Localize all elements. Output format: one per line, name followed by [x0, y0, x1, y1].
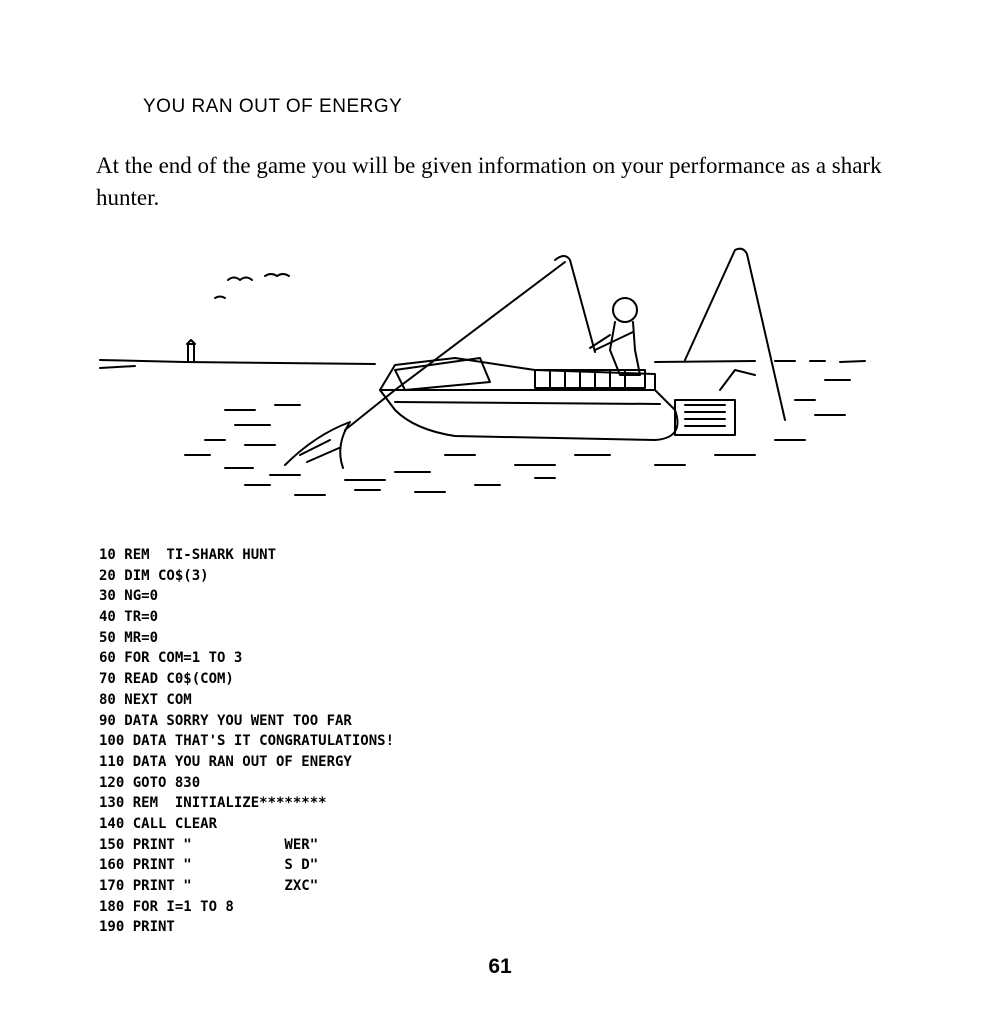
code-line: 120 GOTO 830	[99, 774, 201, 791]
code-line: 110 DATA YOU RAN OUT OF ENERGY	[99, 753, 352, 770]
code-line: 190 PRINT	[99, 919, 175, 936]
code-line: 130 REM INITIALIZE********	[99, 795, 327, 812]
code-line: 150 PRINT " WER"	[99, 836, 319, 853]
code-line: 20 DIM CO$(3)	[99, 567, 209, 584]
basic-code-listing	[99, 545, 394, 938]
code-line: 140 CALL CLEAR	[99, 815, 218, 832]
code-line: 180 FOR I=1 TO 8	[99, 898, 234, 915]
code-line: 40 TR=0	[99, 609, 159, 626]
code-line: 100 DATA THAT'S IT CONGRATULATIONS!	[99, 733, 395, 750]
body-paragraph: At the end of the game you will be given information on your performance as a shark hunter.	[96, 153, 882, 210]
code-line: 60 FOR COM=1 TO 3	[99, 650, 243, 667]
code-line: 30 NG=0	[99, 588, 159, 605]
page-number: 61	[488, 955, 512, 978]
section-heading: YOU RAN OUT OF ENERGY	[143, 96, 403, 117]
shark-hunting-illustration	[95, 240, 885, 520]
code-line: 90 DATA SORRY YOU WENT TOO FAR	[99, 712, 352, 729]
code-line: 10 REM TI-SHARK HUNT	[99, 547, 277, 563]
code-line: 70 READ C0$(COM)	[99, 671, 234, 688]
code-line: 170 PRINT " ZXC"	[99, 878, 319, 894]
code-line: 50 MR=0	[99, 629, 159, 646]
code-line: 80 NEXT COM	[99, 691, 192, 708]
code-line: 160 PRINT " S D"	[99, 857, 319, 874]
